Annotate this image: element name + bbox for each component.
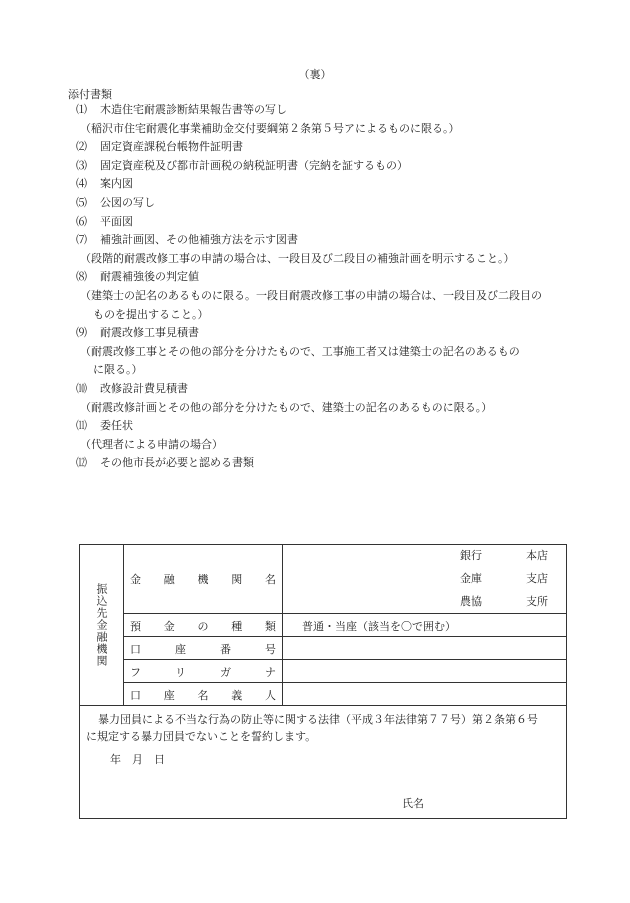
deposit-type-value[interactable]: 普通・当座（該当を〇で囲む） bbox=[302, 620, 456, 633]
attachment-item: ⑶ 固定資産税及び都市計画税の納税証明書（完納を証するもの） bbox=[76, 158, 408, 172]
bank-type-option[interactable]: 銀行 bbox=[460, 549, 482, 562]
attachment-note-continued: ものを提出すること。） bbox=[93, 307, 209, 321]
section-divider bbox=[80, 705, 566, 706]
attachment-item: ⑿ その他市長が必要と認める書類 bbox=[76, 456, 254, 470]
attachment-item: ⑾ 委任状 bbox=[76, 419, 133, 433]
attachment-note: （段階的耐震改修工事の申請の場合は、一段目及び二段目の補強計画を明示すること。） bbox=[80, 251, 515, 265]
attachment-note: （建築士の記名のあるものに限る。一段目耐震改修工事の申請の場合は、一段目及び二段目の bbox=[80, 288, 542, 302]
row-divider bbox=[124, 636, 566, 637]
bank-type-option[interactable]: 農協 bbox=[460, 595, 482, 608]
branch-type-option[interactable]: 支店 bbox=[526, 572, 548, 585]
attachment-item: ⑴ 木造住宅耐震診断結果報告書等の写し bbox=[76, 103, 287, 116]
attachment-item: ⑼ 耐震改修工事見積書 bbox=[76, 326, 199, 340]
account-holder-label: 口 座 名 義 人 bbox=[130, 689, 276, 702]
attachment-note: （耐震改修工事とその他の部分を分けたもので、工事施工者又は建築士の記名のあるもの bbox=[80, 344, 520, 358]
declaration-text: 暴力団員による不当な行為の防止等に関する法律（平成３年法律第７７号）第２条第６号 に規定する暴力団員でないことを誓約します。 bbox=[86, 713, 538, 743]
attachment-item: ⑹ 平面図 bbox=[76, 214, 133, 228]
attachment-item: ⑺ 補強計画図、その他補強方法を示す図書 bbox=[76, 233, 298, 247]
bank-transfer-form bbox=[79, 544, 567, 819]
attachment-item: ⑻ 耐震補強後の判定値 bbox=[76, 270, 199, 284]
furigana-label: フ リ ガ ナ bbox=[130, 666, 276, 679]
attachment-note: （稲沢市住宅耐震化事業補助金交付要綱第２条第５号アによるものに限る。） bbox=[80, 121, 460, 135]
branch-type-option[interactable]: 支所 bbox=[526, 595, 548, 608]
declaration-date[interactable]: 年 月 日 bbox=[110, 753, 165, 766]
branch-type-option[interactable]: 本店 bbox=[526, 549, 548, 562]
attachment-item: ⑷ 案内図 bbox=[76, 177, 133, 191]
attachment-item: ⑸ 公図の写し bbox=[76, 195, 155, 209]
column-divider bbox=[282, 545, 283, 705]
page-label: （裏） bbox=[298, 68, 332, 81]
signature-label: 氏名 bbox=[402, 797, 424, 810]
attachment-note: （代理者による申請の場合） bbox=[80, 437, 223, 451]
attachments-heading: 添付書類 bbox=[68, 88, 112, 101]
bank-type-option[interactable]: 金庫 bbox=[460, 572, 482, 585]
attachments-list bbox=[76, 101, 596, 473]
bank-name-label: 金 融 機 関 名 bbox=[130, 573, 276, 586]
attachment-item: ⑵ 固定資産課税台帳物件証明書 bbox=[76, 140, 243, 154]
row-divider bbox=[124, 659, 566, 660]
deposit-type-label: 預 金 の 種 類 bbox=[130, 620, 276, 633]
row-divider bbox=[124, 682, 566, 683]
row-divider bbox=[124, 613, 566, 614]
attachment-item: ⑽ 改修設計費見積書 bbox=[76, 381, 188, 395]
attachment-note: （耐震改修計画とその他の部分を分けたもので、建築士の記名のあるものに限る。） bbox=[80, 400, 493, 414]
attachment-note-continued: に限る。） bbox=[93, 363, 143, 377]
bank-section-label: 振込先金融機関 bbox=[80, 545, 124, 705]
account-number-label: 口 座 番 号 bbox=[130, 643, 276, 656]
